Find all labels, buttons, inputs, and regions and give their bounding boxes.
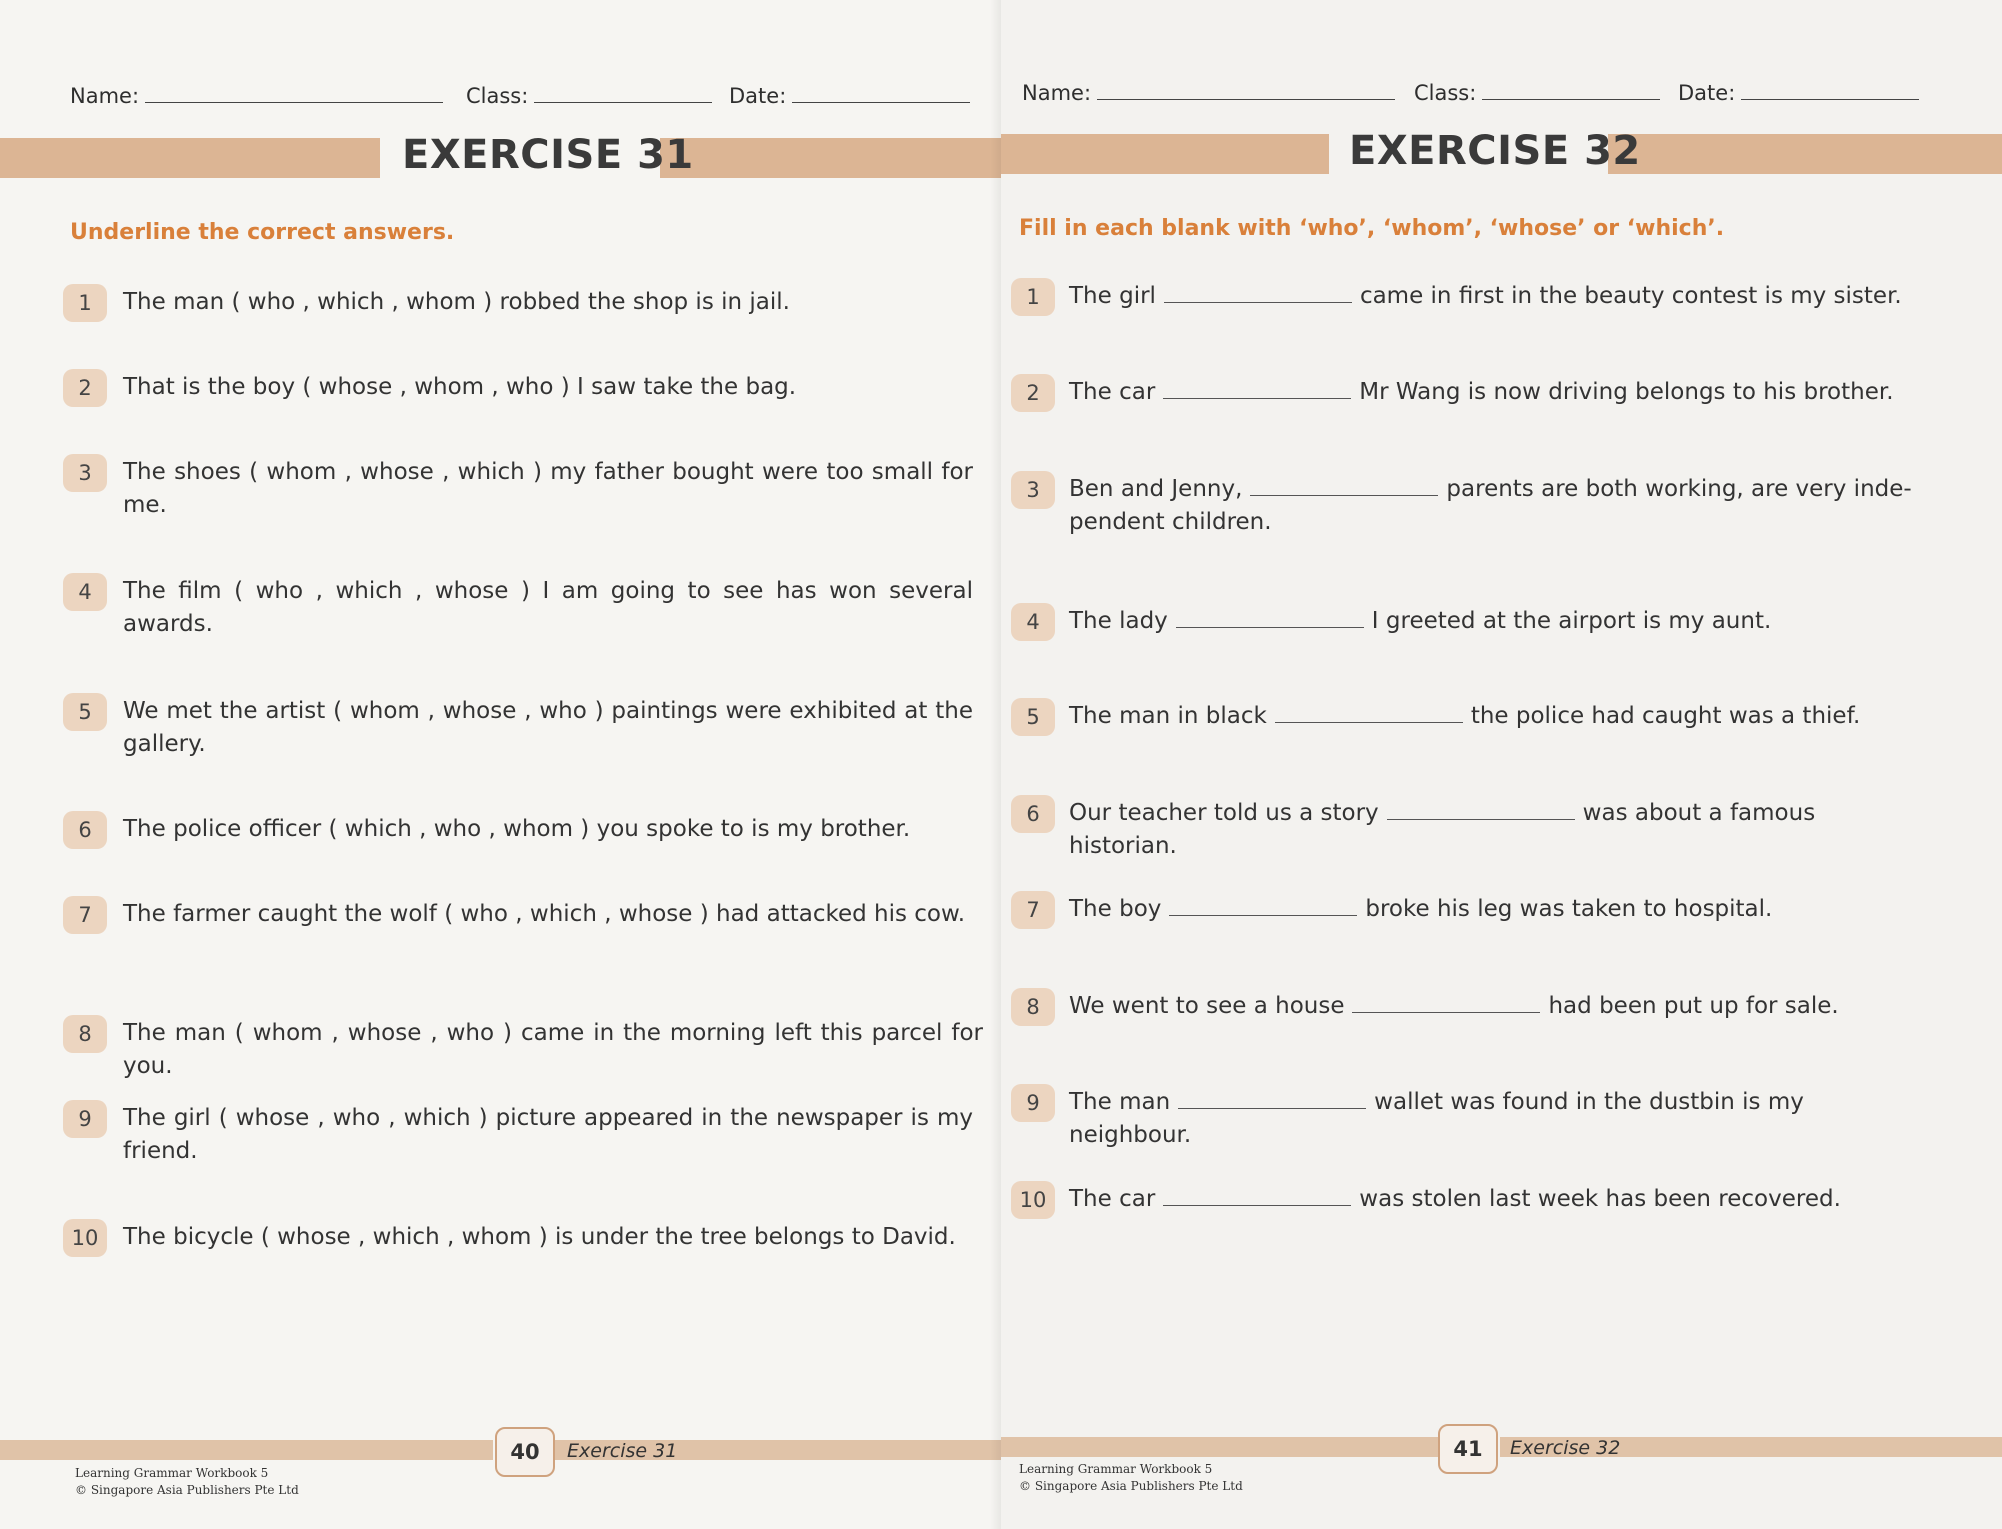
question-text: The girl came in first in the beauty contest is my sister. xyxy=(1069,283,1902,309)
answer-blank[interactable] xyxy=(1250,477,1438,496)
page-number: 41 xyxy=(1438,1424,1498,1474)
answer-blank[interactable] xyxy=(1387,801,1575,820)
instruction: Underline the correct answers. xyxy=(70,220,455,245)
answer-blank[interactable] xyxy=(1176,609,1364,628)
question-text: The man wallet was found in the dustbin is my neighbour. xyxy=(1069,1089,1804,1148)
class-line xyxy=(1482,81,1660,100)
page-number: 40 xyxy=(495,1427,555,1477)
title-band-right xyxy=(1608,134,2002,174)
title-band-left xyxy=(1001,134,1329,174)
question-number: 3 xyxy=(63,454,107,492)
name-label: Name: xyxy=(70,84,140,108)
question-number: 5 xyxy=(1011,698,1055,736)
question-number: 10 xyxy=(1011,1181,1055,1219)
footer-exercise-label: Exercise 32 xyxy=(1510,1437,1621,1459)
question-number: 2 xyxy=(1011,374,1055,412)
question-text: The man ( whom , whose , who ) came in the morning left this parcel for you. xyxy=(123,1020,983,1079)
publisher-info: Learning Grammar Workbook 5 © Singapore Asia Publishers Pte Ltd xyxy=(1019,1462,1243,1493)
question-number: 8 xyxy=(1011,988,1055,1026)
answer-blank[interactable] xyxy=(1163,1187,1351,1206)
date-line xyxy=(792,84,970,103)
date-field xyxy=(729,84,970,108)
right-page xyxy=(1001,0,2002,1529)
question-text: We went to see a house had been put up for sale. xyxy=(1069,993,1839,1019)
date-label: Date: xyxy=(729,84,787,108)
question-text: The car Mr Wang is now driving belongs to his brother. xyxy=(1069,379,1894,405)
publisher-info: Learning Grammar Workbook 5 © Singapore Asia Publishers Pte Ltd xyxy=(75,1466,299,1497)
question-text: The girl ( whose , who , which ) picture appeared in the newspaper is my friend. xyxy=(123,1105,973,1164)
class-field xyxy=(1414,81,1660,105)
question-text: We met the artist ( whom , whose , who ) paintings were exhibited at the gallery. xyxy=(123,698,973,757)
question-number: 9 xyxy=(1011,1084,1055,1122)
name-field xyxy=(1022,81,1395,105)
name-line xyxy=(145,84,443,103)
question-text: The farmer caught the wolf ( who , which , whose ) had attacked his cow. xyxy=(123,901,966,927)
question-text: The shoes ( whom , whose , which ) my father bought were too small for me. xyxy=(123,459,973,518)
question-text: The bicycle ( whose , which , whom ) is under the tree belongs to David. xyxy=(123,1224,956,1250)
question-number: 7 xyxy=(1011,891,1055,929)
answer-blank[interactable] xyxy=(1178,1090,1366,1109)
question-text: Our teacher told us a story was about a famous historian. xyxy=(1069,800,1816,859)
class-field xyxy=(466,84,712,108)
question-number: 3 xyxy=(1011,471,1055,509)
question-number: 4 xyxy=(63,573,107,611)
question-number: 5 xyxy=(63,693,107,731)
class-line xyxy=(534,84,712,103)
question-number: 2 xyxy=(63,369,107,407)
question-text: The police officer ( which , who , whom ) you spoke to is my brother. xyxy=(123,816,911,842)
class-label: Class: xyxy=(466,84,529,108)
footer-exercise-label: Exercise 31 xyxy=(567,1440,678,1462)
footer-band-left xyxy=(0,1440,493,1460)
question-number: 9 xyxy=(63,1100,107,1138)
answer-blank[interactable] xyxy=(1164,284,1352,303)
title-band-right xyxy=(660,138,1001,178)
answer-blank[interactable] xyxy=(1275,704,1463,723)
question-number: 6 xyxy=(63,811,107,849)
question-text: The man in black the police had caught was a thief. xyxy=(1069,703,1861,729)
question-text: Ben and Jenny, parents are both working, are very inde-pendent children. xyxy=(1069,476,1912,535)
question-number: 1 xyxy=(1011,278,1055,316)
question-text: That is the boy ( whose , whom , who ) I saw take the bag. xyxy=(123,374,797,400)
name-label: Name: xyxy=(1022,81,1092,105)
question-number: 6 xyxy=(1011,795,1055,833)
name-field xyxy=(70,84,443,108)
question-text: The film ( who , which , whose ) I am going to see has won several awards. xyxy=(123,578,973,637)
question-number: 8 xyxy=(63,1015,107,1053)
answer-blank[interactable] xyxy=(1163,380,1351,399)
question-text: The car was stolen last week has been recovered. xyxy=(1069,1186,1841,1212)
date-label: Date: xyxy=(1678,81,1736,105)
question-number: 7 xyxy=(63,896,107,934)
answer-blank[interactable] xyxy=(1169,897,1357,916)
name-line xyxy=(1097,81,1395,100)
question-text: The man ( who , which , whom ) robbed the shop is in jail. xyxy=(123,289,790,315)
footer-band-left xyxy=(1001,1437,1438,1457)
question-number: 4 xyxy=(1011,603,1055,641)
date-line xyxy=(1741,81,1919,100)
exercise-title: EXERCISE 31 xyxy=(402,132,694,178)
question-text: The lady I greeted at the airport is my aunt. xyxy=(1069,608,1772,634)
question-text: The boy broke his leg was taken to hospital. xyxy=(1069,896,1773,922)
class-label: Class: xyxy=(1414,81,1477,105)
instruction: Fill in each blank with ‘who’, ‘whom’, ‘whose’ or ‘which’. xyxy=(1019,216,1725,241)
question-number: 1 xyxy=(63,284,107,322)
question-number: 10 xyxy=(63,1219,107,1257)
exercise-title: EXERCISE 32 xyxy=(1349,128,1641,174)
answer-blank[interactable] xyxy=(1352,994,1540,1013)
title-band-left xyxy=(0,138,380,178)
date-field xyxy=(1678,81,1919,105)
